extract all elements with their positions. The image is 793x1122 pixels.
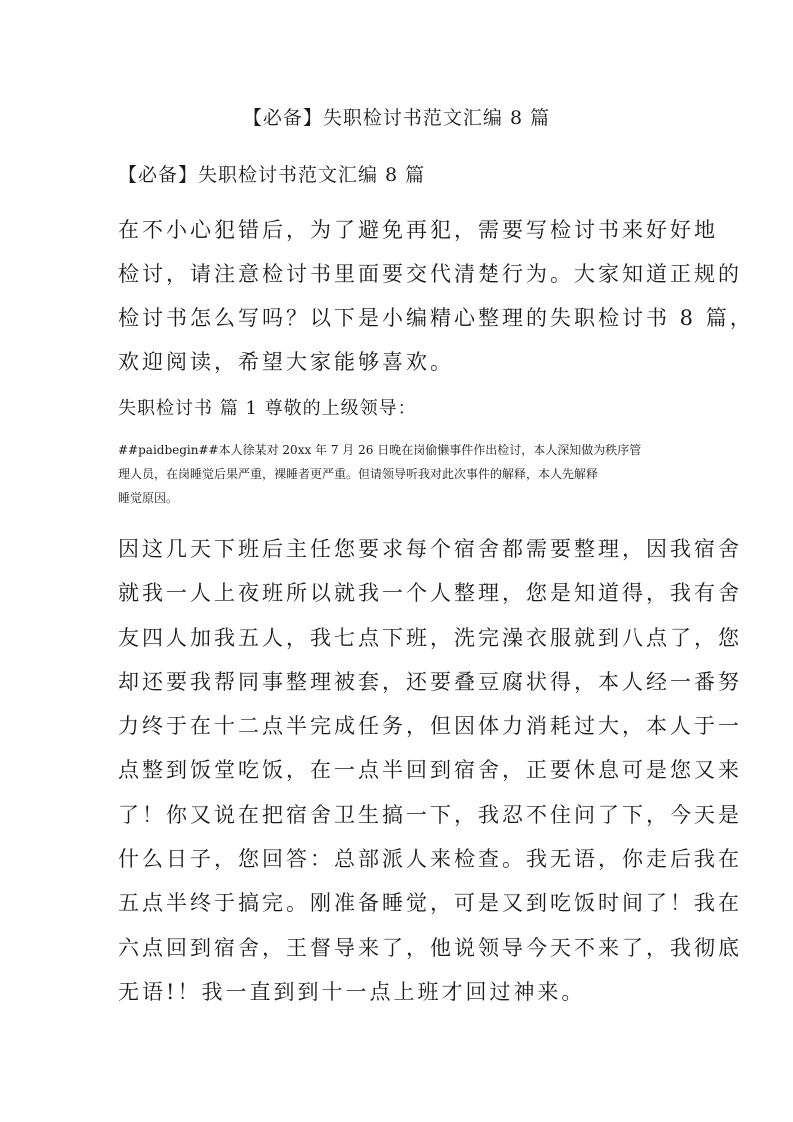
document-subtitle: 【必备】失职检讨书范文汇编 8 篇: [118, 164, 426, 186]
body-line: 因这几天下班后主任您要求每个宿舍都需要整理，因我宿舍: [118, 537, 742, 561]
small-print-line: ##paidbegin##本人徐某对 20xx 年 7 月 26 日晚在岗偷懒事件作出检讨，本人深知做为秩序管: [118, 443, 642, 457]
intro-paragraph: [118, 208, 754, 384]
body-line: 力终于在十二点半完成任务，但因体力消耗过大，本人于一: [118, 714, 742, 739]
document-title: 【必备】失职检讨书范文汇编 8 篇: [242, 107, 551, 129]
body-line: 友四人加我五人，我七点下班，洗完澡衣服就到八点了，您: [118, 625, 742, 650]
small-print-paragraph: [118, 438, 678, 510]
body-line: 点整到饭堂吃饭，在一点半回到宿舍，正要休息可是您又来: [118, 758, 742, 783]
body-paragraph: [118, 527, 742, 1014]
body-line: 什么日子，您回答：总部派人来检查。我无语，你走后我在: [118, 847, 742, 872]
body-line: 五点半终于搞完。刚准备睡觉，可是又到吃饭时间了！我在: [118, 891, 742, 916]
intro-line: 检讨书怎么写吗？以下是小编精心整理的失职检讨书 8 篇，: [118, 306, 754, 330]
small-print-line: 睡觉原因。: [118, 491, 179, 505]
intro-line: 检讨，请注意检讨书里面要交代清楚行为。大家知道正规的: [118, 262, 742, 286]
body-line: 就我一人上夜班所以就我一个人整理，您是知道得，我有舍: [118, 581, 742, 606]
intro-line: 欢迎阅读，希望大家能够喜欢。: [118, 350, 454, 374]
body-line: 却还要我帮同事整理被套，还要叠豆腐状得，本人经一番努: [118, 669, 742, 694]
intro-line: 在不小心犯错后，为了避免再犯，需要写检讨书来好好地: [118, 218, 718, 242]
body-line: 了！你又说在把宿舍卫生搞一下，我忍不住问了下，今天是: [118, 802, 742, 827]
section-heading: 失职检讨书 篇 1 尊敬的上级领导：: [118, 398, 417, 419]
body-line: 无语!！我一直到到十一点上班才回过神来。: [118, 979, 586, 1004]
body-line: 六点回到宿舍，王督导来了，他说领导今天不来了，我彻底: [118, 935, 742, 960]
small-print-line: 理人员，在岗睡觉后果严重，裸睡者更严重。但请领导听我对此次事件的解释，本人先解释: [118, 467, 599, 481]
